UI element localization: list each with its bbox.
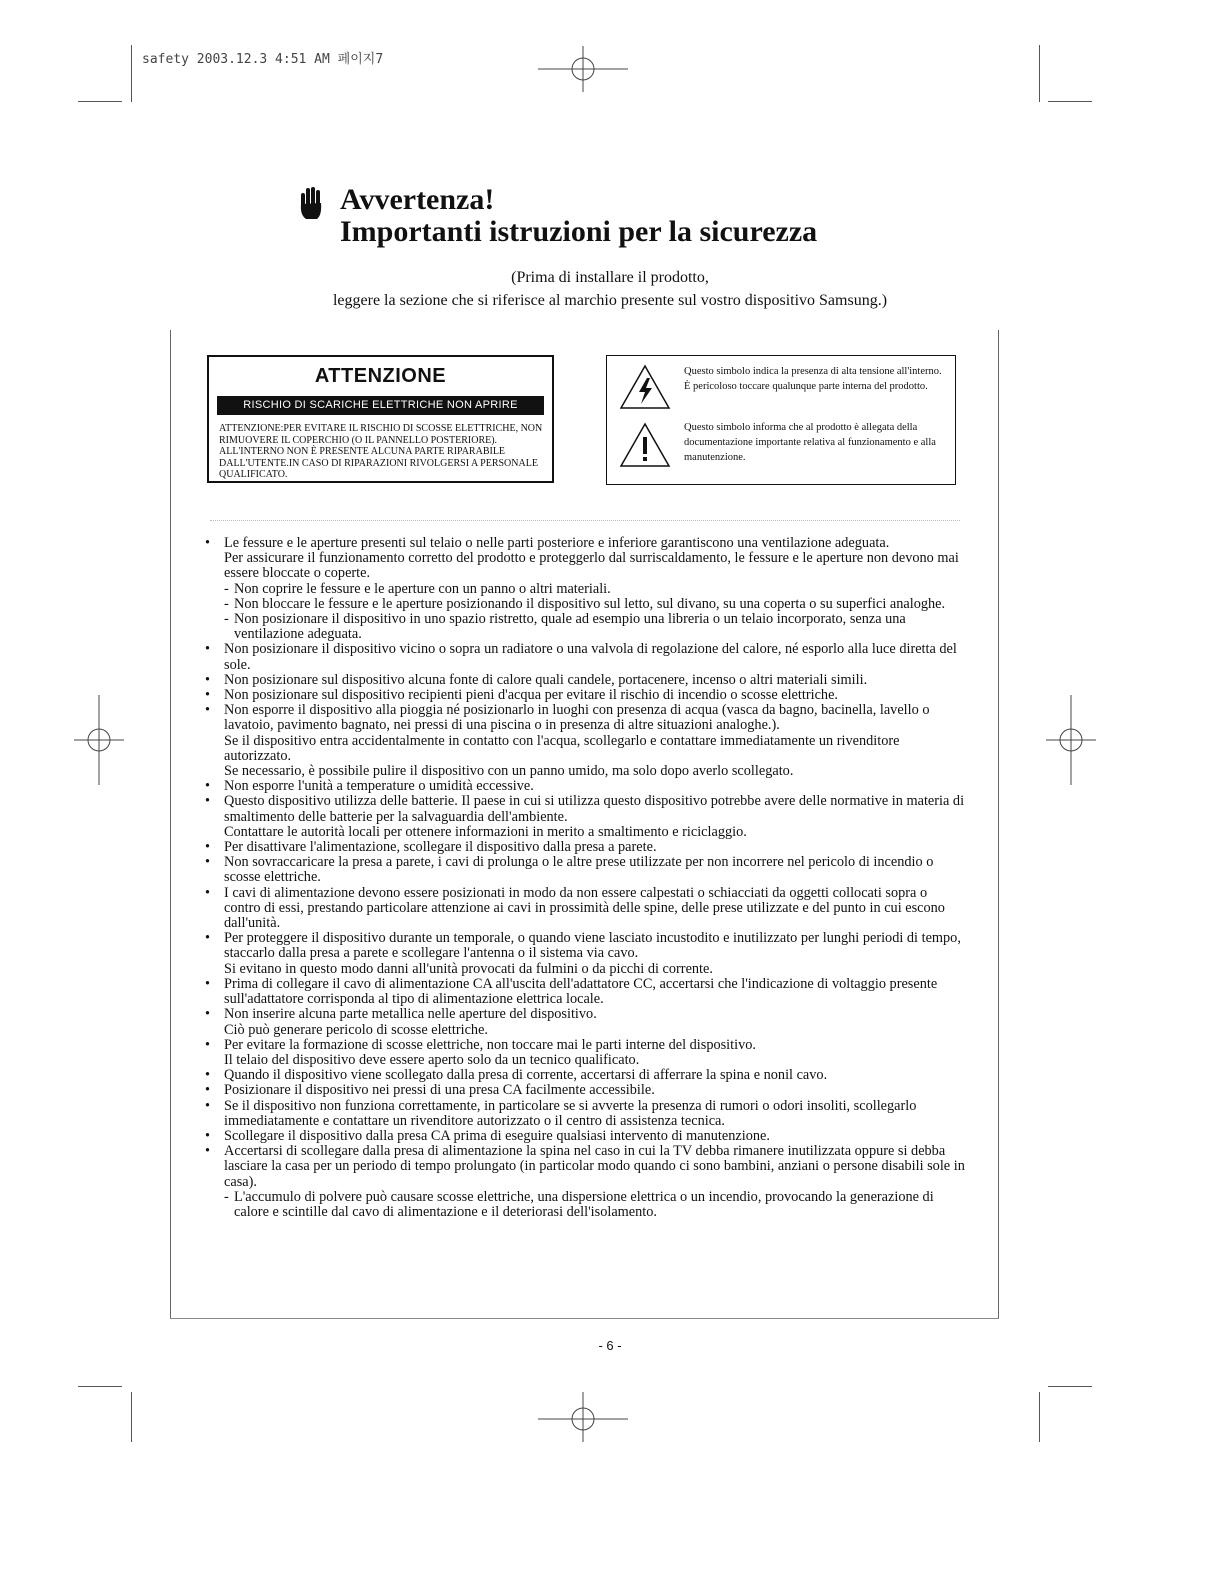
sub-item-text: Non posizionare il dispositivo in uno spazio ristretto, quale ad esempio una libreria o un telaio incorporato, senza una ventilazione adeguata. xyxy=(234,611,906,643)
caution-label xyxy=(207,355,554,483)
divider xyxy=(210,520,960,521)
list-item xyxy=(205,779,965,794)
page-title xyxy=(340,184,817,248)
list-item-note: Per assicurare il funzionamento corretto del prodotto e proteggerlo dal surriscaldamento, le fessure e le aperture non devono mai essere bloccate o coperte. xyxy=(224,550,959,582)
bullet-icon: • xyxy=(205,1143,211,1160)
bullet-icon: • xyxy=(205,1006,211,1023)
bullet-icon: • xyxy=(205,793,211,810)
sub-item xyxy=(224,612,965,642)
bullet-icon: • xyxy=(205,778,211,795)
list-item xyxy=(205,931,965,977)
list-item-text: Non inserire alcuna parte metallica nelle aperture del dispositivo. xyxy=(224,1006,597,1023)
sub-item-text: Non bloccare le fessure e le aperture posizionando il dispositivo sul letto, sul divano, su una coperta o su superfici analoghe. xyxy=(234,595,946,612)
crop-mark xyxy=(131,45,132,102)
list-item-text: Non posizionare il dispositivo vicino o sopra un radiatore o una valvola di regolazione del calore, né esporlo alla luce diretta del sole. xyxy=(224,641,957,673)
lightning-triangle-icon xyxy=(619,364,671,410)
bullet-icon: • xyxy=(205,884,211,901)
title-line-1: Avvertenza! xyxy=(340,183,495,216)
crop-mark xyxy=(78,1386,122,1387)
list-item-note: Ciò può generare pericolo di scosse elettriche. xyxy=(224,1021,488,1038)
list-item xyxy=(205,886,965,932)
list-item-text: Se il dispositivo non funziona correttamente, in particolare se si avverte la presenza di rumori o odori insoliti, scollegarlo immediatamente e contattare un rivenditore autorizzato o il centro di assistenza tecnica. xyxy=(224,1097,917,1129)
list-item-text: Le fessure e le aperture presenti sul telaio o nelle parti posteriore e inferiore garantiscono una ventilazione adeguata. xyxy=(224,535,890,551)
subtitle-line-1: (Prima di installare il prodotto, xyxy=(511,269,709,286)
list-item-note: Se necessario, è possibile pulire il dispositivo con un panno umido, ma solo dopo averlo scollegato. xyxy=(224,763,794,780)
list-item-text: Non posizionare sul dispositivo alcuna fonte di calore quali candele, portacenere, incenso o altri materiali simili. xyxy=(224,671,868,688)
list-item-text: Questo dispositivo utilizza delle batterie. Il paese in cui si utilizza questo dispositivo potrebbe avere delle normative in materia di smaltimento delle batterie per la salvaguardia dell'ambiente. xyxy=(224,793,965,825)
list-item-note: Contattare le autorità locali per ottenere informazioni in merito a smaltimento e riciclaggio. xyxy=(224,823,747,840)
sub-item xyxy=(224,582,965,597)
list-item-note: Si evitano in questo modo danni all'unità provocati da fulmini o da picchi di corrente. xyxy=(224,960,713,977)
dash-marker: - xyxy=(224,1188,229,1205)
list-item-text: Posizionare il dispositivo nei pressi di una presa CA facilmente accessibile. xyxy=(224,1082,655,1099)
dash-marker: - xyxy=(224,595,229,612)
registration-mark-icon xyxy=(538,1392,628,1442)
list-item-text: Non sovraccaricare la presa a parete, i cavi di prolunga o le altre prese utilizzate per non incorrere nel pericolo di incendio o scosse elettriche. xyxy=(224,854,934,886)
list-item-text: Per proteggere il dispositivo durante un temporale, o quando viene lasciato incustodito e inutilizzato per lunghi periodi di tempo, staccarlo dalla presa a parete e scollegare l'antenna o il sistema via cavo. xyxy=(224,930,961,962)
bullet-icon: • xyxy=(205,1036,211,1053)
crop-mark xyxy=(1039,45,1040,102)
list-item-text: Non posizionare sul dispositivo recipienti pieni d'acqua per evitare il rischio di incendio o scosse elettriche. xyxy=(224,687,838,704)
sub-item-text: L'accumulo di polvere può causare scosse elettriche, una dispersione elettrica o un incendio, provocando la generazione di calore e scintille dal cavo di alimentazione e il deteriorasi dell'isolamento. xyxy=(234,1188,934,1220)
list-item-text: Per disattivare l'alimentazione, scollegare il dispositivo dalla presa a parete. xyxy=(224,839,657,856)
bullet-icon: • xyxy=(205,854,211,871)
title-line-2: Importanti istruzioni per la sicurezza xyxy=(340,215,818,248)
crop-mark xyxy=(1048,101,1092,102)
symbol-text-documentation: Questo simbolo informa che al prodotto è allegata della documentazione importante relativa al funzionamento e alla manutenzione. xyxy=(684,422,936,463)
exclamation-triangle-icon xyxy=(619,422,671,468)
list-item-text: Non esporre l'unità a temperature o umidità eccessive. xyxy=(224,778,534,795)
list-item xyxy=(205,840,965,855)
caution-text: ATTENZIONE:PER EVITARE IL RISCHIO DI SCOSSE ELETTRICHE, NON RIMUOVERE IL COPERCHIO (O IL PANNELLO POSTERIORE). ALL'INTERNO NON È PRESENTE ALCUNA PARTE RIPARABILE DALL'UTENTE.IN CASO DI RIPARAZIONI RIVOLGERSI A PERSONALE QUALIFICATO. xyxy=(219,423,543,480)
list-item-text: I cavi di alimentazione devono essere posizionati in modo da non essere calpestati o schiacciati da oggetti collocati sopra o contro di essi, prestando particolare attenzione ai cavi in prossimità delle spine, delle prese utilizzate e del punto in cui escono dall'unità. xyxy=(224,884,945,932)
list-item-text: Scollegare il dispositivo dalla presa CA prima di eseguire qualsiasi intervento di manutenzione. xyxy=(224,1127,770,1144)
list-item xyxy=(205,1007,965,1037)
caution-title: ATTENZIONE xyxy=(314,365,447,387)
print-slug: safety 2003.12.3 4:51 AM 페이지7 xyxy=(142,52,384,67)
list-item-text: Prima di collegare il cavo di alimentazione CA all'uscita dell'adattatore CC, accertarsi che l'indicazione di voltaggio presente sull'adattatore corrisponda al tipo di alimentazione elettrica locale. xyxy=(224,975,938,1008)
page-number: - 6 - xyxy=(598,1338,622,1353)
frame-border xyxy=(998,330,999,1318)
list-item-text: Quando il dispositivo viene scollegato dalla presa di corrente, accertarsi di afferrare la spina e nonil cavo. xyxy=(224,1067,828,1084)
symbol-text-voltage: Questo simbolo indica la presenza di alta tensione all'interno. È pericoloso toccare qualunque parte interna del prodotto. xyxy=(684,366,942,392)
list-item xyxy=(205,855,965,885)
bullet-icon: • xyxy=(205,1067,211,1084)
bullet-icon: • xyxy=(205,930,211,947)
bullet-icon: • xyxy=(205,1082,211,1099)
bullet-icon: • xyxy=(205,535,211,551)
bullet-icon: • xyxy=(205,839,211,856)
bullet-icon: • xyxy=(205,975,211,992)
caution-bar: RISCHIO DI SCARICHE ELETTRICHE NON APRIRE xyxy=(217,396,544,415)
list-item xyxy=(205,703,965,779)
list-item xyxy=(205,1129,965,1144)
hand-stop-icon xyxy=(298,187,324,221)
sub-item xyxy=(224,1190,965,1220)
list-item xyxy=(205,673,965,688)
bullet-icon: • xyxy=(205,702,211,719)
list-item-text: Per evitare la formazione di scosse elettriche, non toccare mai le parti interne del dispositivo. xyxy=(224,1036,756,1053)
frame-border xyxy=(170,1318,999,1319)
list-item xyxy=(205,1083,965,1098)
symbol-legend xyxy=(606,355,956,485)
list-item xyxy=(205,1144,965,1220)
crop-mark xyxy=(1039,1392,1040,1442)
list-item-text: Non esporre il dispositivo alla pioggia né posizionarlo in luoghi con presenza di acqua (vasca da bagno, bacinella, lavello o lavatoio, pavimento bagnato, nei pressi di una piscina o in presenza di altre situazioni analoghe.). xyxy=(224,702,930,734)
crop-mark xyxy=(78,101,122,102)
bullet-icon: • xyxy=(205,1127,211,1144)
list-item xyxy=(205,794,965,840)
crop-mark xyxy=(131,1392,132,1442)
list-item-note: Se il dispositivo entra accidentalmente in contatto con l'acqua, scollegarlo e contattare immediatamente un rivenditore autorizzato. xyxy=(224,732,900,764)
dash-marker: - xyxy=(224,580,229,597)
sub-item-text: Non coprire le fessure e le aperture con un panno o altri materiali. xyxy=(234,580,611,597)
registration-mark-icon xyxy=(74,695,124,785)
list-item-text: Accertarsi di scollegare dalla presa di alimentazione la spina nel caso in cui la TV debba rimanere inutilizzata oppure si debba lasciare la casa per un periodo di tempo prolungato (in particolar modo quando ci sono bambini, anziani o persone disabili sole in casa). xyxy=(224,1143,965,1190)
subtitle-line-2: leggere la sezione che si riferisce al marchio presente sul vostro dispositivo Samsung.) xyxy=(332,292,888,309)
sub-item xyxy=(224,597,965,612)
safety-instructions-list xyxy=(205,536,965,1220)
bullet-icon: • xyxy=(205,641,211,658)
bullet-icon: • xyxy=(205,671,211,688)
crop-mark xyxy=(1048,1386,1092,1387)
list-item xyxy=(205,536,965,642)
bullet-icon: • xyxy=(205,1097,211,1114)
registration-mark-icon xyxy=(538,46,628,92)
list-item-note: Il telaio del dispositivo deve essere aperto solo da un tecnico qualificato. xyxy=(224,1051,640,1068)
frame-border xyxy=(170,330,171,1318)
list-item xyxy=(205,1068,965,1083)
list-item xyxy=(205,1099,965,1129)
list-item xyxy=(205,642,965,672)
bullet-icon: • xyxy=(205,687,211,704)
list-item xyxy=(205,688,965,703)
dash-marker: - xyxy=(224,611,229,628)
list-item xyxy=(205,1038,965,1068)
registration-mark-icon xyxy=(1046,695,1096,785)
list-item xyxy=(205,977,965,1007)
